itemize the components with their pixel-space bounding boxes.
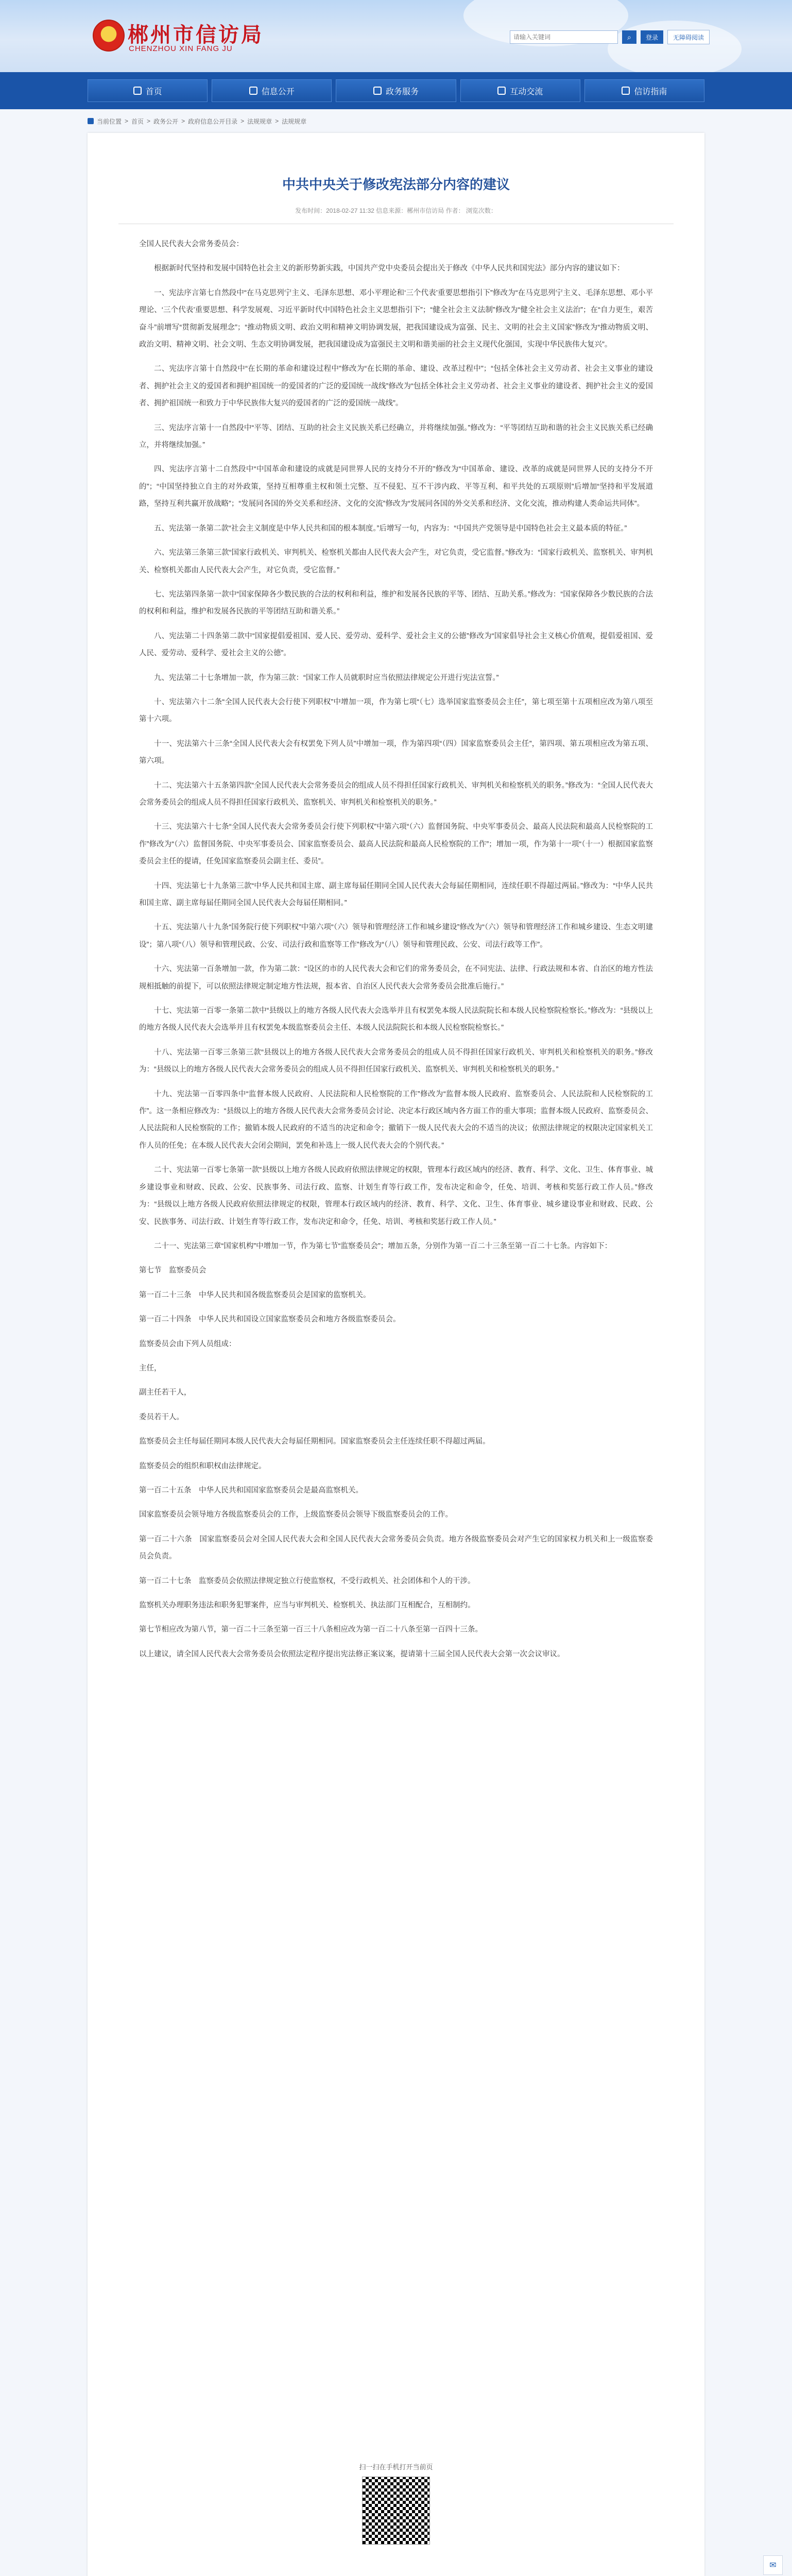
article-paragraph: 国家监察委员会领导地方各级监察委员会的工作，上级监察委员会领导下级监察委员会的工作。 — [139, 1511, 453, 1519]
site-subtitle: CHENZHOU XIN FANG JU — [129, 44, 233, 53]
floating-toolbar — [763, 2555, 782, 2576]
article-paragraph: 五、宪法第一条第二款“社会主义制度是中华人民共和国的根本制度。”后增写一句，内容为：“中国共产党领导是中国特色社会主义最本质的特征。” — [154, 524, 627, 533]
article-paragraph: 一、宪法序言第七自然段中“在马克思列宁主义、毛泽东思想、邓小平理论和‘三个代表’重要思想指引下”修改为“在马克思列宁主义、毛泽东思想、邓小平理论、‘三个代表’重要思想、科学发展观、习近平新时代中国特色社会主义思想指引下”；“健全社会主义法制”修改为“健全社会主义法治”；在“自力更生，艰苦奋斗”前增写“贯彻新发展理念”；“推动物质文明、政治文明和精神文明协调发展，把我国建设成为富强、民主、文明的社会主义国家”修改为“推动物质文明、政治文明、精神文明、社会文明、生态文明协调发展，把我国建设成为富强民主文明和谐美丽的社会主义现代化强国，实现中华民族伟大复兴”。 — [139, 289, 653, 349]
article-paragraph: 全国人民代表大会常务委员会： — [139, 240, 244, 248]
article-paragraph: 十二、宪法第六十五条第四款“全国人民代表大会常务委员会的组成人员不得担任国家行政机关、审判机关和检察机关的职务。”修改为：“全国人民代表大会常务委员会的组成人员不得担任国家行政机关、监察机关、审判机关和检察机关的职务。” — [139, 781, 653, 807]
article-paragraph: 七、宪法第四条第一款中“国家保障各少数民族的合法的权利和利益，维护和发展各民族的平等、团结、互助关系。”修改为：“国家保障各少数民族的合法的权利和利益，维护和发展各民族的平等团结互助和谐关系。” — [139, 590, 653, 616]
search-icon: ⌕ — [627, 32, 631, 41]
article-title: 中共中央关于修改宪法部分内容的建议 — [282, 177, 510, 192]
location-icon — [88, 118, 94, 124]
breadcrumb-link[interactable]: 政务公开 — [153, 117, 179, 125]
article-paragraph: 十一、宪法第六十三条“全国人民代表大会有权罢免下列人员”中增加一项，作为第四项“（四）国家监察委员会主任”，第四项、第五项相应改为第五项、第六项。 — [139, 739, 653, 766]
service-icon — [373, 87, 382, 95]
chat-icon — [497, 87, 506, 95]
article-paragraph: 监察机关办理职务违法和职务犯罪案件，应当与审判机关、检察机关、执法部门互相配合，互相制约。 — [139, 1601, 475, 1609]
nav-label: 信访指南 — [634, 87, 667, 96]
article-paragraph: 二、宪法序言第十自然段中“在长期的革命和建设过程中”修改为“在长期的革命、建设、改革过程中”；“包括全体社会主义劳动者、社会主义事业的建设者、拥护社会主义的爱国者和拥护祖国统一的爱国者的广泛的爱国统一战线”修改为“包括全体社会主义劳动者、社会主义事业的建设者、拥护社会主义的爱国者、拥护祖国统一和致力于中华民族伟大复兴的爱国者的广泛的爱国统一战线”。 — [139, 365, 653, 408]
article-paragraph: 十八、宪法第一百零三条第三款“县级以上的地方各级人民代表大会常务委员会的组成人员不得担任国家行政机关、审判机关和检察机关的职务。”修改为：“县级以上的地方各级人民代表大会常务委员会的组成人员不得担任国家行政机关、监察机关、审判机关和检察机关的职务。” — [139, 1048, 653, 1074]
qr-block — [88, 2462, 704, 2545]
article-paragraph: 以上建议，请全国人民代表大会常务委员会依照法定程序提出宪法修正案议案，提请第十三届全国人民代表大会第一次会议审议。 — [139, 1650, 565, 1658]
breadcrumb-link[interactable]: 法规规章 — [247, 117, 272, 125]
qr-code-image — [362, 2477, 430, 2545]
nav-item-interact[interactable] — [460, 79, 580, 102]
site-header — [0, 0, 792, 72]
article-paragraph: 十四、宪法第七十九条第三款“中华人民共和国主席、副主席每届任期同全国人民代表大会每届任期相同，连续任职不得超过两届。”修改为：“中华人民共和国主席、副主席每届任期同全国人民代表大会每届任期相同。” — [139, 882, 653, 907]
article-paragraph: 二十一、宪法第三章“国家机构”中增加一节，作为第七节“监察委员会”；增加五条，分别作为第一百二十三条至第一百二十七条。内容如下： — [154, 1242, 612, 1250]
nav-item-guide[interactable] — [584, 79, 704, 102]
breadcrumb-label: 当前位置 — [97, 117, 122, 125]
nav-label: 互动交流 — [510, 87, 543, 96]
breadcrumb-link[interactable]: 政府信息公开目录 — [188, 117, 238, 125]
article-paragraph: 三、宪法序言第十一自然段中“平等、团结、互助的社会主义民族关系已经确立，并将继续加强。”修改为：“平等团结互助和谐的社会主义民族关系已经确立，并将继续加强。” — [139, 423, 653, 450]
site-title[interactable]: 郴州市信访局 — [128, 23, 264, 47]
article-paragraph: 副主任若干人， — [139, 1388, 192, 1397]
article-paragraph: 十五、宪法第八十九条“国务院行使下列职权”中第六项“（六）领导和管理经济工作和城乡建设”修改为“（六）领导和管理经济工作和城乡建设、生态文明建设”；第八项“（八）领导和管理民政、公安、司法行政和监察等工作”修改为“（八）领导和管理民政、公安、司法行政等工作”。 — [139, 923, 653, 949]
nav-label: 信息公开 — [261, 87, 295, 96]
article-paragraph: 委员若干人。 — [139, 1413, 184, 1421]
qr-label: 扫一扫在手机打开当前页 — [359, 2463, 433, 2471]
nav-label: 首页 — [145, 87, 162, 96]
article-paragraph: 第一百二十四条 中华人民共和国设立国家监察委员会和地方各级监察委员会。 — [139, 1315, 401, 1324]
breadcrumb-link[interactable]: 法规规章 — [282, 117, 307, 125]
nav-item-service[interactable] — [336, 79, 456, 102]
search-input[interactable] — [510, 30, 618, 44]
nav-label: 政务服务 — [386, 87, 419, 96]
document-icon — [249, 87, 257, 95]
nav-item-info[interactable] — [212, 79, 332, 102]
breadcrumb: 当前位置 > 首页 > 政务公开 > 政府信息公开目录 > 法规规章 > 法规规章 — [88, 114, 704, 128]
login-button[interactable]: 登录 — [641, 30, 663, 44]
article-paragraph: 第七节 监察委员会 — [139, 1266, 206, 1275]
article-paragraph: 第一百二十三条 中华人民共和国各级监察委员会是国家的监察机关。 — [139, 1291, 371, 1299]
article-paragraph: 监察委员会由下列人员组成： — [139, 1340, 236, 1348]
nav-item-home[interactable] — [88, 79, 208, 102]
article-paragraph: 根据新时代坚持和发展中国特色社会主义的新形势新实践，中国共产党中央委员会提出关于修改《中华人民共和国宪法》部分内容的建议如下： — [154, 264, 625, 273]
article-paragraph: 第一百二十七条 监察委员会依照法律规定独立行使监察权，不受行政机关、社会团体和个人的干涉。 — [139, 1577, 475, 1585]
article-paragraph: 六、宪法第三条第三款“国家行政机关、审判机关、检察机关都由人民代表大会产生，对它负责，受它监督。”修改为：“国家行政机关、监察机关、审判机关、检察机关都由人民代表大会产生，对它负责，受它监督。” — [139, 549, 653, 574]
main-nav — [0, 72, 792, 109]
article-paragraph: 八、宪法第二十四条第二款中“国家提倡爱祖国、爱人民、爱劳动、爱科学、爱社会主义的公德”修改为“国家倡导社会主义核心价值观，提倡爱祖国、爱人民、爱劳动、爱科学、爱社会主义的公德”。 — [139, 632, 653, 658]
article-paragraph: 第一百二十五条 中华人民共和国国家监察委员会是最高监察机关。 — [139, 1486, 363, 1495]
article-body — [139, 236, 653, 1670]
article-paragraph: 九、宪法第二十七条增加一款，作为第三款：“国家工作人员就职时应当依照法律规定公开进行宪法宣誓。” — [154, 673, 499, 682]
article-paragraph: 四、宪法序言第十二自然段中“中国革命和建设的成就是同世界人民的支持分不开的”修改为“中国革命、建设、改革的成就是同世界人民的支持分不开的”；“中国坚持独立自主的对外政策，坚持互相尊重主权和领土完整、互不侵犯、互不干涉内政、平等互利、和平共处的五项原则”后增加“坚持和平发展道路，坚持互利共赢开放战略”；“发展同各国的外交关系和经济、文化的交流”修改为“发展同各国的外交关系和经济、文化交流，推动构建人类命运共同体”。 — [139, 465, 653, 509]
search-button[interactable] — [622, 30, 636, 44]
article-container — [88, 133, 704, 2576]
article-paragraph: 监察委员会主任每届任期同本级人民代表大会每届任期相同。国家监察委员会主任连续任职不得超过两届。 — [139, 1437, 490, 1446]
article-paragraph: 监察委员会的组织和职权由法律规定。 — [139, 1462, 266, 1470]
article-paragraph: 十七、宪法第一百零一条第二款中“县级以上的地方各级人民代表大会选举并且有权罢免本级人民法院院长和本级人民检察院检察长。”修改为：“县级以上的地方各级人民代表大会选举并且有权罢免本级监察委员会主任、本级人民法院院长和本级人民检察院检察长。” — [139, 1007, 653, 1032]
home-icon — [133, 87, 142, 95]
accessibility-button[interactable]: 无障碍阅读 — [667, 30, 710, 44]
article-meta: 发布时间：2018-02-27 11:32 信息来源：郴州市信访局 作者： 浏览次数： — [295, 207, 497, 214]
breadcrumb-link[interactable]: 首页 — [131, 117, 144, 125]
article-paragraph: 第七节相应改为第八节，第一百二十三条至第一百三十八条相应改为第一百二十八条至第一百四十三条。 — [139, 1625, 483, 1634]
article-paragraph: 十六、宪法第一百条增加一款，作为第二款：“设区的市的人民代表大会和它们的常务委员会，在不同宪法、法律、行政法规和本省、自治区的地方性法规相抵触的前提下，可以依照法律规定制定地方性法规，报本省、自治区人民代表大会常务委员会批准后施行。” — [139, 965, 653, 991]
header-toolbar — [510, 30, 710, 44]
article-paragraph: 十九、宪法第一百零四条中“监督本级人民政府、人民法院和人民检察院的工作”修改为“监督本级人民政府、监察委员会、人民法院和人民检察院的工作”。这一条相应修改为：“县级以上的地方各级人民代表大会常务委员会讨论、决定本行政区域内各方面工作的重大事项；监督本级人民政府、监察委员会、人民法院和人民检察院的工作；撤销本级人民政府的不适当的决定和命令；撤销下一级人民代表大会的不适当的决议；依照法律规定的权限决定国家机关工作人员的任免；在本级人民代表大会闭会期间，罢免和补选上一级人民代表大会的个别代表。” — [139, 1090, 653, 1150]
article-paragraph: 二十、宪法第一百零七条第一款“县级以上地方各级人民政府依照法律规定的权限，管理本行政区域内的经济、教育、科学、文化、卫生、体育事业、城乡建设事业和财政、民政、公安、民族事务、司法行政、监察、计划生育等行政工作，发布决定和命令，任免、培训、考核和奖惩行政工作人员。”修改为：“县级以上地方各级人民政府依照法律规定的权限，管理本行政区域内的经济、教育、科学、文化、卫生、体育事业、城乡建设事业和财政、民政、公安、民族事务、司法行政、计划生育等行政工作，发布决定和命令，任免、培训、考核和奖惩行政工作人员。” — [139, 1166, 653, 1226]
guide-icon — [622, 87, 630, 95]
article-paragraph: 第一百二十六条 国家监察委员会对全国人民代表大会和全国人民代表大会常务委员会负责。地方各级监察委员会对产生它的国家权力机关和上一级监察委员会负责。 — [139, 1535, 653, 1561]
header-cloud-decoration — [608, 21, 742, 72]
article-paragraph: 十三、宪法第六十七条“全国人民代表大会常务委员会行使下列职权”中第六项“（六）监督国务院、中央军事委员会、最高人民法院和最高人民检察院的工作”修改为“（六）监督国务院、中央军事委员会、国家监察委员会、最高人民法院和最高人民检察院的工作”；增加一项，作为第十一项“（十一）根据国家监察委员会主任的提请，任免国家监察委员会副主任、委员”。 — [139, 823, 653, 866]
article-paragraph: 主任， — [139, 1364, 162, 1372]
emblem-logo[interactable] — [93, 20, 125, 52]
wechat-icon[interactable]: ✉ — [763, 2555, 783, 2575]
article-paragraph: 十、宪法第六十二条“全国人民代表大会行使下列职权”中增加一项，作为第七项“（七）选举国家监察委员会主任”，第七项至第十五项相应改为第八项至第十六项。 — [139, 698, 653, 724]
